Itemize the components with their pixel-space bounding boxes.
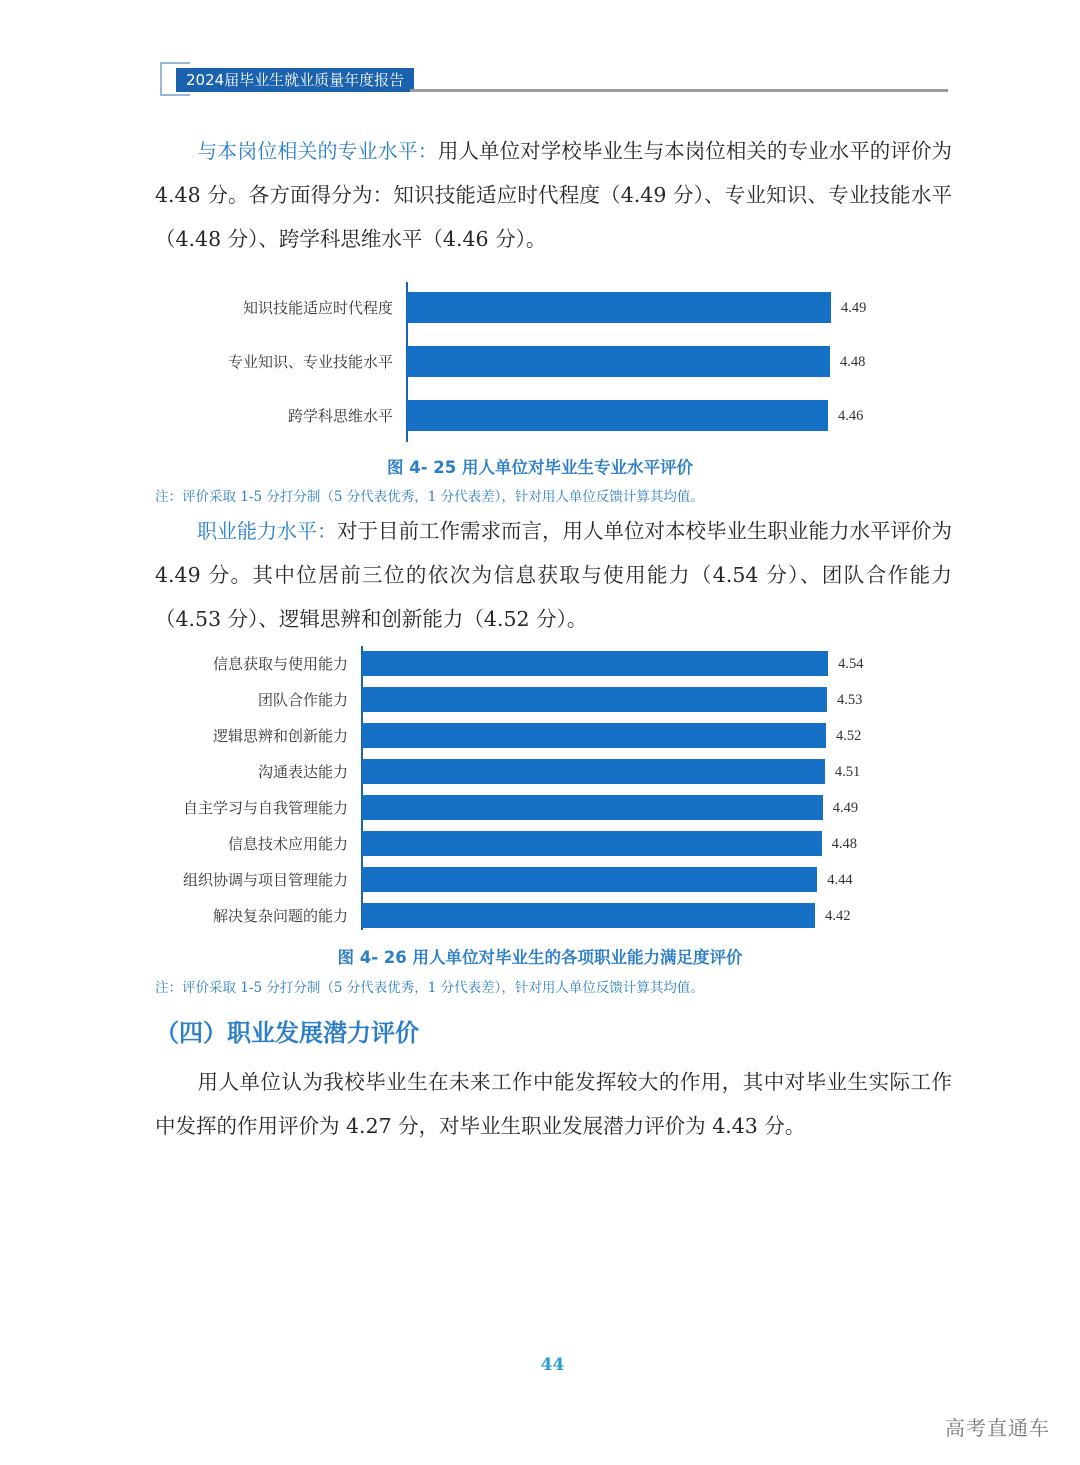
page-number: 44 — [540, 1355, 565, 1375]
chart-value-label: 4.49 — [832, 799, 859, 816]
figure-note-4-26: 注：评价采取 1-5 分打分制（5 分代表优秀，1 分代表差），针对用人单位反馈计算其均值。 — [155, 980, 704, 996]
chart-category-label: 知识技能适应时代程度 — [242, 298, 393, 317]
chart-category-label: 逻辑思辨和创新能力 — [212, 726, 348, 745]
section-heading-career-potential: （四）职业发展潜力评价 — [155, 1019, 419, 1047]
chart-value-label: 4.52 — [835, 727, 862, 744]
chart-bar — [362, 651, 828, 676]
chart-bar — [407, 292, 831, 323]
chart-category-label: 专业知识、专业技能水平 — [227, 352, 393, 371]
chart-value-label: 4.48 — [840, 353, 866, 370]
chart-value-label: 4.53 — [837, 691, 863, 708]
chart-bar — [362, 687, 827, 712]
chart-bar — [362, 903, 815, 928]
chart-bar — [407, 346, 830, 377]
chart-category-label: 解决复杂问题的能力 — [212, 906, 348, 925]
chart-bar — [407, 400, 828, 431]
chart-value-label: 4.44 — [827, 871, 853, 888]
chart-bar — [362, 795, 823, 820]
figure-caption-4-25: 图 4- 25 用人单位对毕业生专业水平评价 — [386, 458, 694, 477]
chart-value-label: 4.46 — [838, 407, 864, 424]
chart-category-label: 信息技术应用能力 — [227, 834, 348, 853]
paragraph-body: 用人单位对学校毕业生与本岗位相关的专业水平的评价为 4.48 分。各方面得分为：知识技能适应时代程度（4.49 分）、专业知识、专业技能水平（4.48 分）、跨学科思维水平（4.46 分）。 — [155, 139, 953, 251]
figure-caption-4-26: 图 4- 26 用人单位对毕业生的各项职业能力满足度评价 — [337, 948, 743, 967]
chart-value-label: 4.51 — [834, 763, 861, 780]
chart-category-label: 组织协调与项目管理能力 — [182, 870, 348, 889]
chart-category-label: 信息获取与使用能力 — [212, 654, 348, 673]
chart-value-label: 4.48 — [831, 835, 857, 852]
chart-value-label: 4.42 — [825, 907, 851, 924]
chart-category-label: 跨学科思维水平 — [287, 406, 393, 425]
paragraph-body: 对于目前工作需求而言，用人单位对本校毕业生职业能力水平评价为 4.49 分。其中位居前三位的依次为信息获取与使用能力（4.54 分）、团队合作能力 （4.53 分）、逻辑思辨和创新能力（4.52 分）。 — [155, 519, 952, 631]
report-title-badge: 2024届毕业生就业质量年度报告 — [176, 68, 414, 92]
chart-category-label: 沟通表达能力 — [257, 762, 348, 781]
paragraph-career-potential — [155, 1060, 952, 1148]
paragraph-body: 用人单位认为我校毕业生在未来工作中能发挥较大的作用，其中对毕业生实际工作中发挥的作用评价为 4.27 分，对毕业生职业发展潜力评价为 4.43 分。 — [155, 1070, 952, 1138]
paragraph-lead-vocational-ability: 职业能力水平： — [197, 519, 337, 543]
paragraph-professional-level — [155, 129, 952, 261]
chart-category-label: 团队合作能力 — [257, 690, 348, 709]
chart-bar — [362, 723, 826, 748]
figure-note-4-25: 注：评价采取 1-5 分打分制（5 分代表优秀，1 分代表差），针对用人单位反馈计算其均值。 — [155, 489, 704, 505]
header-divider — [410, 89, 948, 92]
paragraph-vocational-ability — [155, 509, 952, 641]
watermark: 高考直通车 — [945, 1416, 1050, 1440]
paragraph-lead-professional-level: 与本岗位相关的专业水平： — [197, 139, 438, 163]
chart-value-label: 4.54 — [838, 655, 864, 672]
chart-value-label: 4.49 — [841, 299, 867, 316]
chart-bar — [362, 831, 822, 856]
chart-category-label: 自主学习与自我管理能力 — [182, 798, 348, 817]
chart-bar — [362, 867, 817, 892]
chart-bar — [362, 759, 825, 784]
